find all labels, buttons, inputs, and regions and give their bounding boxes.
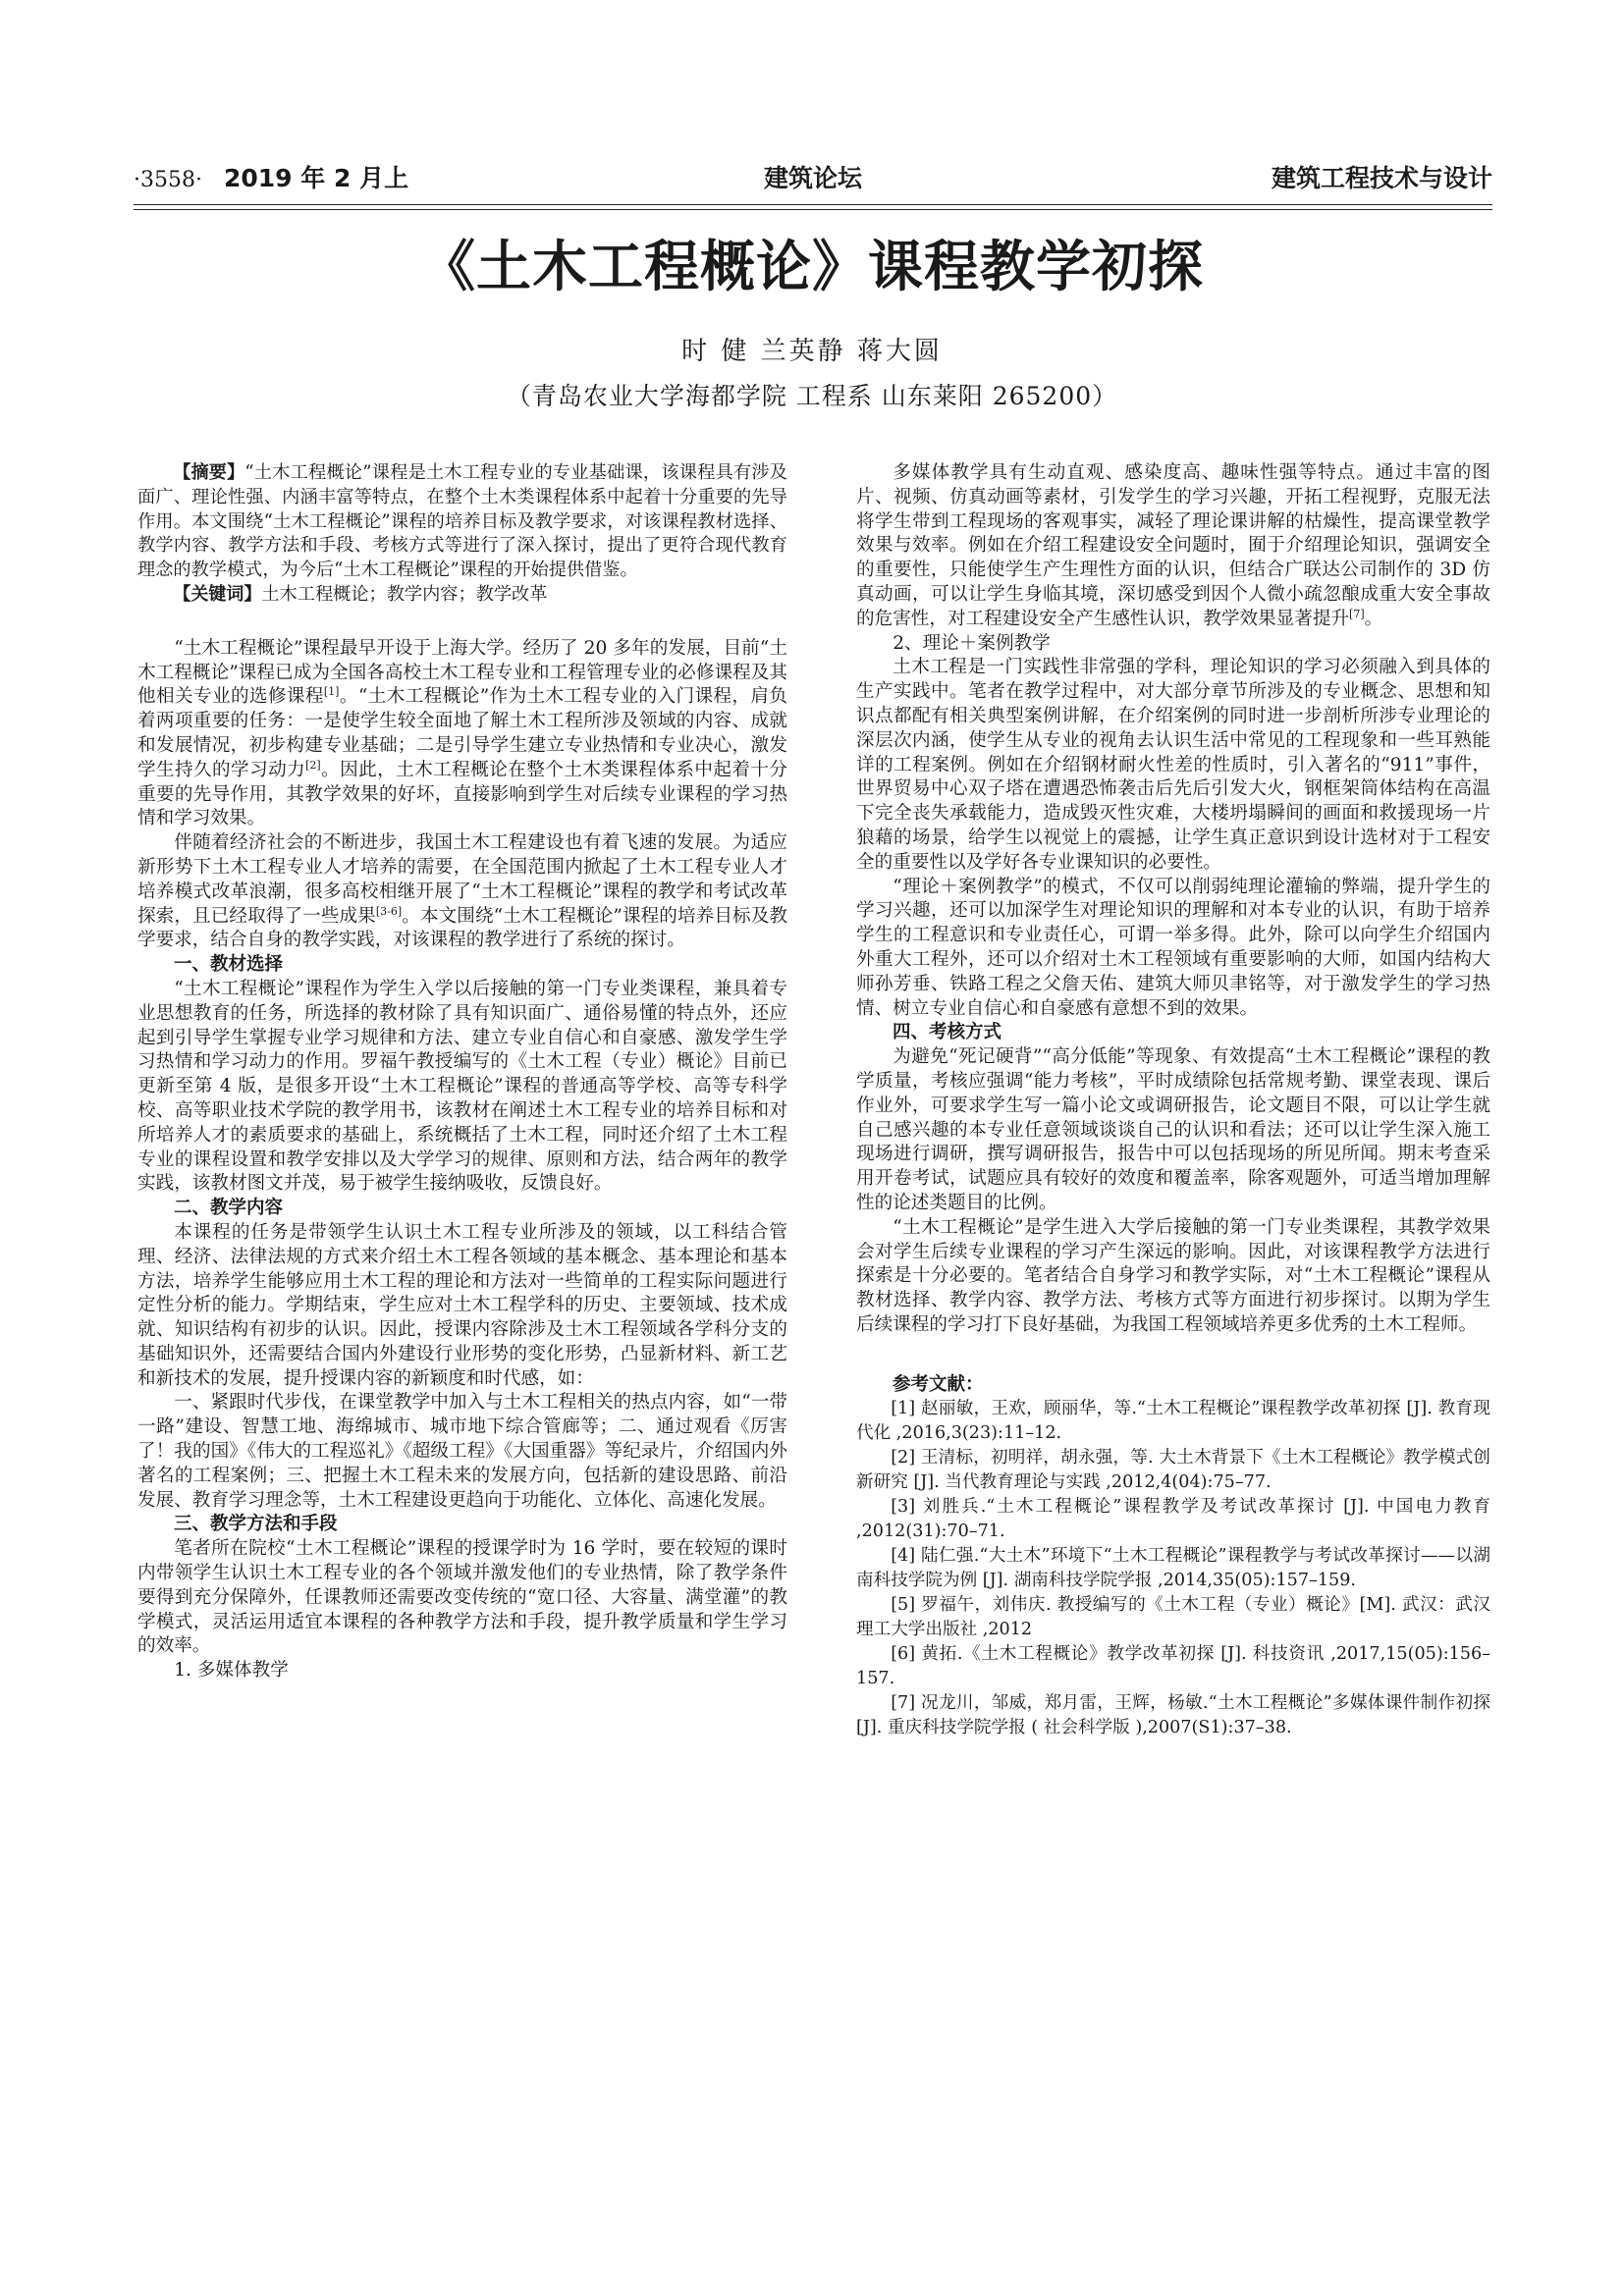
citation: [3-6] [375, 904, 403, 918]
citation: [1] [323, 685, 340, 699]
header-rule-top [134, 204, 1492, 205]
abstract-paragraph [137, 461, 787, 583]
abstract-text: “土木工程概论”课程是土木工程专业的专业基础课，该课程具有涉及面广、理论性强、内涵丰富等特点，在整个土木类课程体系中起着十分重要的先导作用。本文围绕“土木工程概论”课程的培养目标及教学要求，对该课程教材选择、教学内容、教学方法和手段、考核方式等进行了深入探讨，提出了更符合现代教育理念的教学模式，为今后“土木工程概论”课程的开始提供借鉴。 [137, 462, 787, 581]
reference-item: [7] 况龙川，邹威，郑月雷，王辉，杨敏.“土木工程概论”多媒体课件制作初探 [J]. 重庆科技学院学报 ( 社会科学版 ),2007(S1):37–38. [856, 1693, 1490, 1738]
intro-paragraph-2: 伴随着经济社会的不断进步，我国土木工程建设也有着飞速的发展。为适应新形势下土木工程专业人才培养的需要，在全国范围内掀起了土木工程专业人才培养模式改革浪潮，很多高校相继开展了“土木工程概论”课程的教学和考试改革探索，且已经取得了一些成果[3-6]。本文围绕“土木工程概论”课程的培养目标及教学要求，结合自身的教学实践，对该课程的教学进行了系统的探讨。 [137, 832, 787, 951]
reference-item: [5] 罗福午，刘伟庆. 教授编写的《土木工程（专业）概论》[M]. 武汉：武汉理工大学出版社 ,2012 [856, 1595, 1490, 1640]
reference-item: [3] 刘胜兵.“土木工程概论”课程教学及考试改革探讨 [J]. 中国电力教育 ,2012(31):70–71. [856, 1497, 1490, 1542]
keywords-label: 【关键词】 [173, 583, 262, 605]
section-heading-4: 四、考核方式 [893, 1022, 1002, 1043]
right-column [856, 461, 1490, 1740]
citation: [7] [1349, 607, 1365, 620]
author-list: 时 健 兰英静 蒋大圆 [681, 337, 943, 366]
issue-date: 2019 年 2 月上 [223, 164, 409, 192]
keywords-text: 土木工程概论；教学内容；教学改革 [261, 583, 548, 605]
reference-list [856, 1397, 1490, 1740]
section-heading-3: 三、教学方法和手段 [174, 1514, 338, 1535]
section-2-paragraph-2: 一、紧跟时代步伐，在课堂教学中加入与土木工程相关的热点内容，如“一带一路”建设、智慧工地、海绵城市、城市地下综合管廊等；二、通过观看《厉害了！我的国》《伟大的工程巡礼》《超级工程》《大国重器》等纪录片，介绍国内外著名的工程案例；三、把握土木工程未来的发展方向，包括新的建设思路、前沿发展、教育学习理念等，土木工程建设更趋向于功能化、立体化、高速化发展。 [137, 1392, 787, 1511]
header-rule-bottom [134, 209, 1492, 210]
subsection-2-paragraph-1: 土木工程是一门实践性非常强的学科，理论知识的学习必须融入到具体的生产实践中。笔者在教学过程中，对大部分章节所涉及的专业概念、思想和知识点都配有相关典型案例讲解，在介绍案例的同时进一步剖析所涉专业理论的深层次内涵，使学生从专业的视角去认识生活中常见的工程现象和一些耳熟能详的工程案例。例如在介绍钢材耐火性差的性质时，引入著名的“911”事件，世界贸易中心双子塔在遭遇恐怖袭击后先后引发大火，钢框架筒体结构在高温下完全丧失承载能力，造成毁灭性灾难，大楼坍塌瞬间的画面和救援现场一片狼藉的场景，给学生以视觉上的震撼，让学生真正意识到设计选材对于工程安全的重要性以及学好各专业课知识的必要性。 [856, 657, 1490, 873]
section-1-paragraph: “土木工程概论”课程作为学生入学以后接触的第一门专业类课程，兼具着专业思想教育的任务，所选择的教材除了具有知识面广、通俗易懂的特点外，还应起到引导学生掌握专业学习规律和方法、建立专业自信心和自豪感、激发学生学习热情和学习动力的作用。罗福午教授编写的《土木工程（专业）概论》目前已更新至第 4 版，是很多开设“土木工程概论”课程的普通高等学校、高等专科学校、高等职业技术学院的教学用书，该教材在阐述土木工程专业的培养目标和对所培养人才的素质要求的基础上，系统概括了土木工程，同时还介绍了土木工程专业的课程设置和教学安排以及大学学习的规律、原则和方法，结合两年的教学实践，该教材图文并茂，易于被学生接纳吸收，反馈良好。 [137, 978, 787, 1195]
running-header [134, 157, 1492, 200]
section-2-paragraph-1: 本课程的任务是带领学生认识土木工程专业所涉及的领域，以工科结合管理、经济、法律法规的方式来介绍土木工程各领域的基本概念、基本理论和基本方法，培养学生能够应用土木工程的理论和方法对一些简单的工程实际问题进行定性分析的能力。学期结束，学生应对土木工程学科的历史、主要领域、技术成就、知识结构有初步的认识。因此，授课内容除涉及土木工程领域各学科分支的基础知识外，还需要结合国内外建设行业形势的变化形势，凸显新材料、新工艺和新技术的发展，提升授课内容的新颖度和时代感，如： [137, 1221, 787, 1389]
paper-title: 《土木工程概论》课程教学初探 [420, 236, 1204, 299]
abstract-block [137, 461, 787, 608]
reference-item: [4] 陆仁强.“大土木”环境下“土木工程概论”课程教学与考试改革探讨——以湖南科技学院为例 [J]. 湖南科技学院学报 ,2014,35(05):157–159. [856, 1546, 1490, 1591]
section-4-paragraph-2: “土木工程概论”是学生进入大学后接触的第一门专业类课程，其教学效果会对学生后续专业课程的学习产生深远的影响。因此，对该课程教学方法进行探索是十分必要的。笔者结合自身学习和教学实际，对“土木工程概论”课程从教材选择、教学内容、教学方法、考核方式等方面进行初步探讨。以期为学生后续课程的学习打下良好基础，为我国工程领域培养更多优秀的土木工程师。 [856, 1216, 1490, 1335]
reference-item: [1] 赵丽敏，王欢，顾丽华，等.“土木工程概论”课程教学改革初探 [J]. 教育现代化 ,2016,3(23):11–12. [856, 1399, 1490, 1444]
references-heading: 参考文献： [893, 1373, 984, 1395]
subsection-2-paragraph-2: “理论＋案例教学”的模式，不仅可以削弱纯理论灌输的弊端，提升学生的学习兴趣，还可以加深学生对理论知识的理解和对本专业的认识，有助于培养学生的工程意识和专业责任心，可谓一举多得。此外，除可以向学生介绍国内外重大工程外，还可以介绍对土木工程领域有重要影响的大师，如国内结构大师孙芳垂、铁路工程之父詹天佑、建筑大师贝聿铭等，对于激发学生的学习热情、树立专业自信心和自豪感有意想不到的效果。 [856, 876, 1490, 1019]
left-column [137, 461, 787, 1683]
reference-item: [6] 黄拓.《土木工程概论》教学改革初探 [J]. 科技资讯 ,2017,15(05):156–157. [856, 1644, 1490, 1689]
subsection-1-paragraph: 多媒体教学具有生动直观、感染度高、趣味性强等特点。通过丰富的图片、视频、仿真动画等素材，引发学生的学习兴趣，开拓工程视野，克服无法将学生带到工程现场的客观事实，减轻了理论课讲解的枯燥性，提高课堂教学效果与效率。例如在介绍工程建设安全问题时，囿于介绍理论知识，强调安全的重要性，只能使学生产生理性方面的认识，但结合广联达公司制作的 3D 仿真动画，可以让学生身临其境，深切感受到因个人微小疏忽酿成重大安全事故的危害性，对工程建设安全产生感性认识，教学效果显著提升[7]。 [856, 462, 1490, 629]
intro-paragraph-1: “土木工程概论”课程最早开设于上海大学。经历了 20 多年的发展，目前“土木工程概论”课程已成为全国各高校土木工程专业和工程管理专业的必修课程及其他相关专业的选修课程[1]。“土木工程概论”作为土木工程专业的入门课程，肩负着两项重要的任务：一是使学生较全面地了解土木工程所涉及领域的内容、成就和发展情况，初步构建专业基础；二是引导学生建立专业热情和专业决心，激发学生持久的学习动力[2]。因此，土木工程概论在整个土木类课程体系中起着十分重要的先导作用，其教学效果的好坏，直接影响到学生对后续专业课程的学习热情和学习效果。 [137, 637, 787, 829]
page-number: ·3558· [134, 168, 202, 192]
abstract-label: 【摘要】 [173, 462, 245, 483]
journal-name: 建筑工程技术与设计 [1271, 164, 1492, 192]
section-heading-1: 一、教材选择 [174, 954, 284, 976]
citation: [2] [305, 758, 321, 772]
subsection-heading-1: 1. 多媒体教学 [174, 1660, 289, 1682]
section-name: 建筑论坛 [763, 164, 862, 192]
affiliation: （青岛农业大学海都学院 工程系 山东莱阳 265200） [506, 382, 1118, 410]
section-4-paragraph-1: 为避免“死记硬背”“高分低能”等现象、有效提高“土木工程概论”课程的教学质量，考核应强调“能力考核”，平时成绩除包括常规考勤、课堂表现、课后作业外，可要求学生写一篇小论文或调研报告，论文题目不限，可以让学生就自己感兴趣的本专业任意领域谈谈自己的认识和看法；还可以让学生深入施工现场进行调研，撰写调研报告，报告中可以包括现场的所见所闻。期末考查采用开卷考试，试题应具有较好的效度和覆盖率，除客观题外，可适当增加理解性的论述类题目的比例。 [856, 1046, 1490, 1213]
subsection-heading-2: 2、理论＋案例教学 [893, 632, 1051, 654]
keywords-paragraph [137, 583, 787, 608]
reference-item: [2] 王清标，初明祥，胡永强，等. 大土木背景下《土木工程概论》教学模式创新研究 [J]. 当代教育理论与实践 ,2012,4(04):75–77. [856, 1448, 1490, 1493]
section-heading-2: 二、教学内容 [174, 1198, 284, 1219]
section-3-paragraph-1: 笔者所在院校“土木工程概论”课程的授课学时为 16 学时，要在较短的课时内带领学生认识土木工程专业的各个领域并激发他们的专业热情，除了教学条件要得到充分保障外，任课教师还需要改变传统的“宽口径、大容量、满堂灌”的教学模式，灵活运用适宜本课程的各种教学方法和手段，提升教学质量和学生学习的效率。 [137, 1538, 787, 1657]
